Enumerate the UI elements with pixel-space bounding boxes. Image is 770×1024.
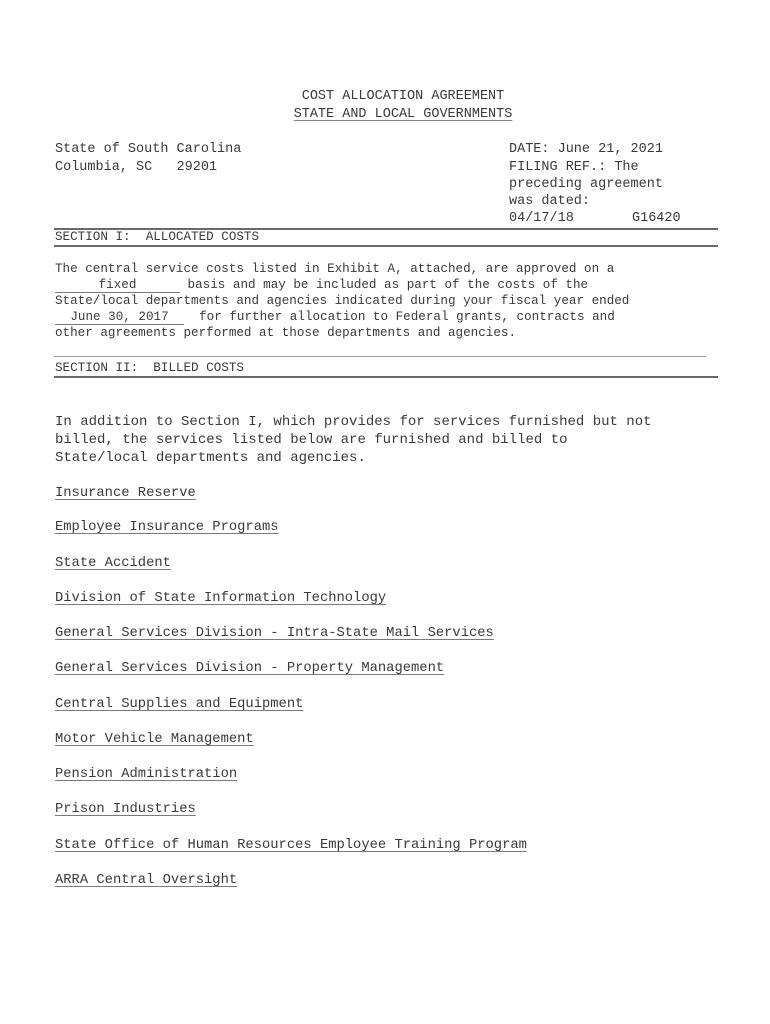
- basis-value: fixed: [55, 279, 180, 293]
- document-subtitle: STATE AND LOCAL GOVERNMENTS: [293, 107, 513, 122]
- service-item: General Services Division - Property Management: [55, 661, 445, 676]
- service-item: ARRA Central Oversight: [55, 873, 238, 888]
- filing-ref-code: G16420: [632, 211, 681, 226]
- service-item: State Office of Human Resources Employee Training Program: [55, 838, 527, 853]
- section-2-intro-line-1: In addition to Section I, which provides for services furnished but not: [55, 414, 652, 430]
- address-line-1: State of South Carolina: [55, 142, 242, 157]
- service-item: Employee Insurance Programs: [55, 520, 279, 535]
- service-item: Central Supplies and Equipment: [55, 697, 304, 712]
- fiscal-year-end: June 30, 2017: [55, 311, 184, 325]
- service-item: Insurance Reserve: [55, 486, 196, 501]
- service-item: Motor Vehicle Management: [55, 732, 254, 747]
- filing-ref-line-3: was dated:: [509, 194, 591, 209]
- section-2-heading: SECTION II: BILLED COSTS: [55, 361, 244, 375]
- filing-ref-line-2: preceding agreement: [509, 177, 663, 192]
- section-2-intro-line-3: State/local departments and agencies.: [55, 450, 366, 466]
- filing-ref-line-1: FILING REF.: The: [509, 160, 639, 175]
- prior-agreement-date: 04/17/18: [509, 211, 574, 226]
- section-1-text-line-3: State/local departments and agencies indicated during your fiscal year ended: [55, 294, 630, 308]
- section-1-text-line-4: [55, 309, 615, 325]
- section-2-intro-line-2: billed, the services listed below are furnished and billed to: [55, 432, 568, 448]
- section-1-text-line-5: other agreements performed at those departments and agencies.: [55, 326, 517, 340]
- allocation-text: for further allocation to Federal grants, contracts and: [184, 310, 615, 324]
- section-1-heading: SECTION I: ALLOCATED COSTS: [55, 230, 260, 244]
- basis-text: basis and may be included as part of the costs of the: [180, 278, 589, 292]
- document-title: COST ALLOCATION AGREEMENT: [301, 89, 505, 104]
- divider: [54, 356, 706, 357]
- divider: [54, 376, 718, 378]
- divider: [54, 245, 718, 247]
- service-item: Prison Industries: [55, 802, 196, 817]
- service-item: State Accident: [55, 556, 171, 571]
- service-item: Division of State Information Technology: [55, 591, 387, 606]
- section-1-text-line-1: The central service costs listed in Exhibit A, attached, are approved on a: [55, 262, 615, 276]
- service-item: Pension Administration: [55, 767, 238, 782]
- address-line-2: Columbia, SC 29201: [55, 160, 218, 175]
- agreement-date: DATE: June 21, 2021: [509, 142, 663, 157]
- service-item: General Services Division - Intra-State Mail Services: [55, 626, 494, 641]
- section-1-text-line-2: [55, 277, 588, 293]
